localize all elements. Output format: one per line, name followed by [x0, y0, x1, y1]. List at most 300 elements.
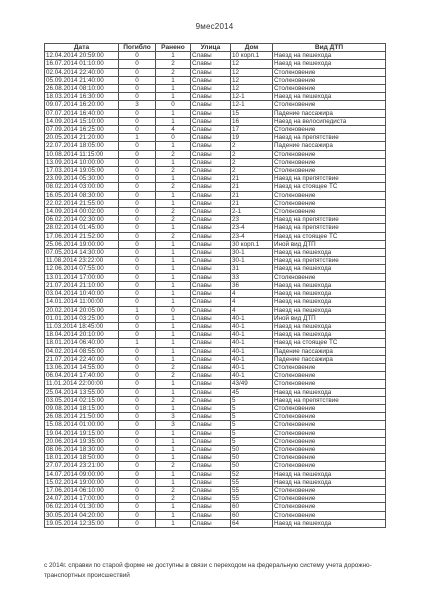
- cell-date: 25.06.2014 19:00:00: [45, 240, 119, 248]
- cell-date: 17.06.2014 06:10:00: [45, 486, 119, 494]
- cell-date: 03.05.2014 02:15:00: [45, 396, 119, 404]
- cell-accident-type: Столкновение: [273, 503, 386, 511]
- cell-house: 30-1: [231, 249, 273, 257]
- cell-injured: 1: [156, 347, 191, 355]
- cell-street: Славы: [191, 478, 231, 486]
- cell-injured: 1: [156, 470, 191, 478]
- table-row: [45, 224, 386, 232]
- cell-street: Славы: [191, 76, 231, 84]
- cell-killed: 0: [119, 199, 156, 207]
- cell-killed: 0: [119, 322, 156, 330]
- cell-killed: 0: [119, 76, 156, 84]
- cell-house: 40-1: [231, 355, 273, 363]
- cell-date: 25.04.2014 13:55:00: [45, 388, 119, 396]
- cell-house: 36: [231, 281, 273, 289]
- cell-date: 13.09.2014 10:00:00: [45, 158, 119, 166]
- cell-street: Славы: [191, 314, 231, 322]
- cell-accident-type: Наезд на препятствие: [273, 175, 386, 183]
- cell-accident-type: Наезд на пешехода: [273, 298, 386, 306]
- cell-date: 16.07.2014 01:10:00: [45, 60, 119, 68]
- cell-house: 40-1: [231, 347, 273, 355]
- cell-street: Славы: [191, 134, 231, 142]
- table-row: [45, 199, 386, 207]
- cell-street: Славы: [191, 298, 231, 306]
- cell-killed: 0: [119, 117, 156, 125]
- cell-injured: 1: [156, 478, 191, 486]
- cell-accident-type: Падение пассажира: [273, 109, 386, 117]
- cell-injured: 1: [156, 52, 191, 60]
- cell-accident-type: Наезд на препятствие: [273, 224, 386, 232]
- cell-injured: 1: [156, 511, 191, 519]
- cell-date: 19.04.2014 19:15:00: [45, 429, 119, 437]
- cell-street: Славы: [191, 249, 231, 257]
- table-row: [45, 68, 386, 76]
- cell-injured: 1: [156, 76, 191, 84]
- cell-date: 11.01.2014 22:00:00: [45, 380, 119, 388]
- cell-street: Славы: [191, 363, 231, 371]
- table-row: [45, 404, 386, 412]
- footnote: с 2014г. справки по старой форме не доступны в связи с переходом на федеральную систему учета дорожно-транспортных происшествий: [44, 562, 372, 579]
- cell-killed: 0: [119, 404, 156, 412]
- table-row: [45, 437, 386, 445]
- cell-street: Славы: [191, 273, 231, 281]
- cell-date: 08.02.2014 03:00:00: [45, 183, 119, 191]
- cell-accident-type: Наезд на пешехода: [273, 290, 386, 298]
- cell-date: 06.04.2014 17:40:00: [45, 372, 119, 380]
- cell-accident-type: Наезд на пешехода: [273, 249, 386, 257]
- cell-date: 18.01.2014 06:40:00: [45, 339, 119, 347]
- table-row: [45, 175, 386, 183]
- table-row: [45, 380, 386, 388]
- cell-killed: 0: [119, 126, 156, 134]
- cell-killed: 0: [119, 380, 156, 388]
- cell-accident-type: Столкновение: [273, 363, 386, 371]
- cell-date: 02.04.2014 22:40:00: [45, 68, 119, 76]
- cell-house: 5: [231, 429, 273, 437]
- cell-accident-type: Наезд на пешехода: [273, 331, 386, 339]
- cell-injured: 1: [156, 158, 191, 166]
- cell-injured: 2: [156, 150, 191, 158]
- cell-injured: 0: [156, 101, 191, 109]
- cell-street: Славы: [191, 290, 231, 298]
- cell-street: Славы: [191, 306, 231, 314]
- column-header-date: Дата: [45, 44, 119, 52]
- table-row: [45, 503, 386, 511]
- cell-accident-type: Столкновение: [273, 495, 386, 503]
- table-row: [45, 191, 386, 199]
- cell-street: Славы: [191, 331, 231, 339]
- table-row: [45, 363, 386, 371]
- cell-street: Славы: [191, 396, 231, 404]
- cell-house: 43/49: [231, 380, 273, 388]
- cell-date: 09.08.2014 18:15:00: [45, 404, 119, 412]
- cell-date: 07.09.2014 16:25:00: [45, 126, 119, 134]
- cell-accident-type: Падение пассажира: [273, 142, 386, 150]
- table-row: [45, 445, 386, 453]
- table-row: [45, 265, 386, 273]
- cell-accident-type: Столкновение: [273, 372, 386, 380]
- cell-house: 23-4: [231, 224, 273, 232]
- cell-house: 40-1: [231, 339, 273, 347]
- table-row: [45, 314, 386, 322]
- cell-house: 5: [231, 437, 273, 445]
- cell-street: Славы: [191, 60, 231, 68]
- cell-date: 08.06.2014 18:30:00: [45, 445, 119, 453]
- cell-street: Славы: [191, 372, 231, 380]
- cell-killed: 0: [119, 511, 156, 519]
- cell-killed: 0: [119, 503, 156, 511]
- cell-killed: 0: [119, 314, 156, 322]
- table-row: [45, 413, 386, 421]
- cell-accident-type: Столкновение: [273, 511, 386, 519]
- cell-accident-type: Наезд на препятствие: [273, 216, 386, 224]
- cell-street: Славы: [191, 265, 231, 273]
- cell-date: 22.07.2014 18:05:00: [45, 142, 119, 150]
- cell-killed: 0: [119, 331, 156, 339]
- cell-date: 12.06.2014 07:55:00: [45, 265, 119, 273]
- cell-killed: 0: [119, 372, 156, 380]
- cell-street: Славы: [191, 93, 231, 101]
- cell-injured: 2: [156, 208, 191, 216]
- cell-killed: 0: [119, 478, 156, 486]
- cell-accident-type: Наезд на пешехода: [273, 306, 386, 314]
- table-row: [45, 290, 386, 298]
- cell-street: Славы: [191, 462, 231, 470]
- cell-injured: 1: [156, 199, 191, 207]
- cell-date: 20.05.2014 21:20:00: [45, 134, 119, 142]
- cell-killed: 1: [119, 306, 156, 314]
- cell-killed: 0: [119, 150, 156, 158]
- cell-accident-type: Столкновение: [273, 437, 386, 445]
- cell-house: 19: [231, 134, 273, 142]
- cell-street: Славы: [191, 109, 231, 117]
- cell-street: Славы: [191, 454, 231, 462]
- cell-house: 21: [231, 175, 273, 183]
- cell-accident-type: Падение пассажира: [273, 355, 386, 363]
- cell-house: 30-1: [231, 257, 273, 265]
- cell-injured: 1: [156, 519, 191, 527]
- cell-killed: 0: [119, 495, 156, 503]
- cell-street: Славы: [191, 486, 231, 494]
- cell-accident-type: Наезд на пешехода: [273, 470, 386, 478]
- cell-accident-type: Наезд на стоящее ТС: [273, 339, 386, 347]
- cell-house: 15: [231, 109, 273, 117]
- cell-killed: 0: [119, 158, 156, 166]
- cell-street: Славы: [191, 240, 231, 248]
- table-row: [45, 511, 386, 519]
- cell-killed: 0: [119, 519, 156, 527]
- cell-killed: 0: [119, 240, 156, 248]
- cell-house: 10 корп.1: [231, 52, 273, 60]
- cell-house: 21: [231, 183, 273, 191]
- cell-injured: 0: [156, 134, 191, 142]
- cell-killed: 0: [119, 281, 156, 289]
- table-row: [45, 52, 386, 60]
- cell-house: 45: [231, 388, 273, 396]
- cell-date: 06.02.2014 01:30:00: [45, 503, 119, 511]
- cell-date: 22.02.2014 21:55:00: [45, 199, 119, 207]
- cell-date: 07.05.2014 14:30:00: [45, 249, 119, 257]
- cell-street: Славы: [191, 519, 231, 527]
- cell-accident-type: Столкновение: [273, 429, 386, 437]
- cell-street: Славы: [191, 52, 231, 60]
- cell-killed: 0: [119, 486, 156, 494]
- cell-street: Славы: [191, 183, 231, 191]
- cell-street: Славы: [191, 437, 231, 445]
- cell-street: Славы: [191, 413, 231, 421]
- cell-street: Славы: [191, 175, 231, 183]
- cell-killed: 0: [119, 298, 156, 306]
- table-row: [45, 85, 386, 93]
- cell-street: Славы: [191, 445, 231, 453]
- cell-street: Славы: [191, 347, 231, 355]
- cell-killed: 0: [119, 68, 156, 76]
- table-row: [45, 478, 386, 486]
- cell-house: 55: [231, 486, 273, 494]
- column-header-injured: Ранено: [156, 44, 191, 52]
- table-row: [45, 76, 386, 84]
- cell-street: Славы: [191, 216, 231, 224]
- cell-street: Славы: [191, 380, 231, 388]
- table-row: [45, 150, 386, 158]
- cell-date: 18.01.2014 18:50:00: [45, 454, 119, 462]
- cell-injured: 1: [156, 240, 191, 248]
- cell-street: Славы: [191, 101, 231, 109]
- cell-accident-type: Столкновение: [273, 273, 386, 281]
- cell-injured: 1: [156, 224, 191, 232]
- cell-killed: 0: [119, 347, 156, 355]
- cell-injured: 2: [156, 462, 191, 470]
- table-row: [45, 372, 386, 380]
- table-row: [45, 462, 386, 470]
- cell-killed: 3: [119, 101, 156, 109]
- cell-house: 12: [231, 76, 273, 84]
- table-row: [45, 355, 386, 363]
- cell-date: 14.09.2014 00:02:00: [45, 208, 119, 216]
- cell-date: 01.01.2014 03:25:00: [45, 314, 119, 322]
- table-row: [45, 101, 386, 109]
- cell-injured: 2: [156, 372, 191, 380]
- cell-date: 27.07.2014 23:21:00: [45, 462, 119, 470]
- cell-date: 14.01.2014 11:00:00: [45, 298, 119, 306]
- cell-house: 2: [231, 150, 273, 158]
- cell-house: 33: [231, 273, 273, 281]
- cell-injured: 1: [156, 445, 191, 453]
- cell-killed: 0: [119, 191, 156, 199]
- cell-injured: 1: [156, 388, 191, 396]
- cell-injured: 1: [156, 281, 191, 289]
- cell-house: 21: [231, 191, 273, 199]
- cell-date: 21.07.2014 22:40:00: [45, 355, 119, 363]
- cell-house: 31: [231, 265, 273, 273]
- table-row: [45, 158, 386, 166]
- cell-accident-type: Столкновение: [273, 191, 386, 199]
- cell-injured: 1: [156, 249, 191, 257]
- cell-killed: 1: [119, 134, 156, 142]
- cell-street: Славы: [191, 224, 231, 232]
- cell-accident-type: Наезд на пешехода: [273, 265, 386, 273]
- cell-house: 2: [231, 167, 273, 175]
- cell-house: 40-1: [231, 331, 273, 339]
- cell-date: 14.09.2014 15:10:00: [45, 117, 119, 125]
- cell-house: 12-1: [231, 101, 273, 109]
- cell-street: Славы: [191, 429, 231, 437]
- cell-accident-type: Столкновение: [273, 413, 386, 421]
- cell-accident-type: Столкновение: [273, 150, 386, 158]
- cell-date: 17.06.2014 21:52:00: [45, 232, 119, 240]
- cell-date: 17.03.2014 19:05:00: [45, 167, 119, 175]
- cell-accident-type: Наезд на стоящее ТС: [273, 183, 386, 191]
- cell-accident-type: Столкновение: [273, 486, 386, 494]
- cell-date: 14.07.2014 09:00:00: [45, 470, 119, 478]
- cell-street: Славы: [191, 232, 231, 240]
- cell-date: 30.05.2014 04:20:00: [45, 511, 119, 519]
- cell-injured: 1: [156, 175, 191, 183]
- cell-street: Славы: [191, 281, 231, 289]
- cell-accident-type: Наезд на пешехода: [273, 519, 386, 527]
- cell-date: 04.02.2014 08:55:00: [45, 347, 119, 355]
- cell-house: 40-1: [231, 322, 273, 330]
- cell-injured: 2: [156, 167, 191, 175]
- cell-street: Славы: [191, 199, 231, 207]
- cell-house: 30 корп.1: [231, 240, 273, 248]
- cell-house: 12-1: [231, 93, 273, 101]
- table-row: [45, 257, 386, 265]
- cell-accident-type: Падение пассажира: [273, 347, 386, 355]
- cell-injured: 1: [156, 85, 191, 93]
- cell-accident-type: Столкновение: [273, 126, 386, 134]
- table-row: [45, 109, 386, 117]
- cell-date: 28.02.2014 01:45:00: [45, 224, 119, 232]
- cell-date: 23.09.2014 05:30:00: [45, 175, 119, 183]
- cell-injured: 4: [156, 126, 191, 134]
- cell-house: 12: [231, 85, 273, 93]
- cell-accident-type: Столкновение: [273, 85, 386, 93]
- cell-accident-type: Столкновение: [273, 199, 386, 207]
- cell-house: 2-1: [231, 208, 273, 216]
- cell-injured: 3: [156, 413, 191, 421]
- table-row: [45, 60, 386, 68]
- cell-accident-type: Столкновение: [273, 76, 386, 84]
- table-row: [45, 298, 386, 306]
- cell-injured: 2: [156, 216, 191, 224]
- table-row: [45, 273, 386, 281]
- cell-accident-type: Столкновение: [273, 158, 386, 166]
- cell-accident-type: Наезд на пешехода: [273, 322, 386, 330]
- cell-street: Славы: [191, 117, 231, 125]
- cell-accident-type: Наезд на препятствие: [273, 257, 386, 265]
- cell-house: 5: [231, 421, 273, 429]
- table-row: [45, 519, 386, 527]
- cell-killed: 0: [119, 85, 156, 93]
- cell-killed: 0: [119, 413, 156, 421]
- cell-house: 50: [231, 462, 273, 470]
- cell-injured: 2: [156, 60, 191, 68]
- cell-street: Славы: [191, 142, 231, 150]
- cell-accident-type: Наезд на пешехода: [273, 281, 386, 289]
- cell-date: 26.08.2014 21:50:00: [45, 413, 119, 421]
- cell-date: 18.04.2014 20:10:00: [45, 331, 119, 339]
- cell-injured: 2: [156, 232, 191, 240]
- cell-killed: 0: [119, 232, 156, 240]
- cell-killed: 0: [119, 208, 156, 216]
- cell-injured: 1: [156, 142, 191, 150]
- cell-accident-type: Столкновение: [273, 421, 386, 429]
- cell-date: 03.04.2014 10:40:00: [45, 290, 119, 298]
- cell-killed: 0: [119, 249, 156, 257]
- cell-accident-type: Наезд на пешехода: [273, 60, 386, 68]
- table-row: [45, 167, 386, 175]
- cell-killed: 0: [119, 421, 156, 429]
- cell-date: 16.05.2014 08:30:00: [45, 191, 119, 199]
- column-header-killed: Погибло: [119, 44, 156, 52]
- cell-date: 21.07.2014 21:10:00: [45, 281, 119, 289]
- table-row: [45, 281, 386, 289]
- cell-accident-type: Столкновение: [273, 68, 386, 76]
- table-row: [45, 183, 386, 191]
- cell-killed: 0: [119, 355, 156, 363]
- table-row: [45, 126, 386, 134]
- cell-accident-type: Наезд на стоящее ТС: [273, 232, 386, 240]
- cell-injured: 1: [156, 355, 191, 363]
- cell-date: 15.08.2014 01:00:00: [45, 421, 119, 429]
- cell-street: Славы: [191, 167, 231, 175]
- cell-accident-type: Столкновение: [273, 167, 386, 175]
- cell-date: 06.02.2014 02:30:00: [45, 216, 119, 224]
- table-row: [45, 93, 386, 101]
- cell-injured: 1: [156, 265, 191, 273]
- cell-killed: 0: [119, 175, 156, 183]
- cell-injured: 1: [156, 117, 191, 125]
- table-row: [45, 208, 386, 216]
- cell-killed: 0: [119, 273, 156, 281]
- cell-injured: 1: [156, 93, 191, 101]
- cell-date: 11.08.2014 23:22:00: [45, 257, 119, 265]
- cell-date: 11.03.2014 18:45:00: [45, 322, 119, 330]
- cell-date: 19.05.2014 12:35:00: [45, 519, 119, 527]
- cell-accident-type: Столкновение: [273, 380, 386, 388]
- cell-accident-type: Наезд на пешехода: [273, 52, 386, 60]
- accident-table: [44, 43, 386, 528]
- cell-house: 40-1: [231, 314, 273, 322]
- cell-injured: 1: [156, 331, 191, 339]
- cell-killed: 0: [119, 216, 156, 224]
- cell-accident-type: Наезд на пешехода: [273, 478, 386, 486]
- cell-injured: 1: [156, 454, 191, 462]
- cell-killed: 0: [119, 183, 156, 191]
- cell-killed: 0: [119, 454, 156, 462]
- table-row: [45, 142, 386, 150]
- cell-street: Славы: [191, 421, 231, 429]
- cell-injured: 2: [156, 486, 191, 494]
- cell-injured: 0: [156, 306, 191, 314]
- cell-accident-type: Иной вид ДТП: [273, 314, 386, 322]
- cell-killed: 0: [119, 388, 156, 396]
- page-title: 9мес2014: [195, 22, 234, 31]
- cell-killed: 0: [119, 429, 156, 437]
- cell-accident-type: Столкновение: [273, 404, 386, 412]
- cell-killed: 1: [119, 339, 156, 347]
- cell-accident-type: Наезд на препятствие: [273, 134, 386, 142]
- table-row: [45, 249, 386, 257]
- cell-accident-type: Наезд на пешехода: [273, 93, 386, 101]
- cell-date: 09.07.2014 16:20:00: [45, 101, 119, 109]
- cell-house: 2: [231, 158, 273, 166]
- cell-date: 24.07.2014 17:00:00: [45, 495, 119, 503]
- cell-injured: 2: [156, 363, 191, 371]
- cell-house: 4: [231, 298, 273, 306]
- cell-street: Славы: [191, 85, 231, 93]
